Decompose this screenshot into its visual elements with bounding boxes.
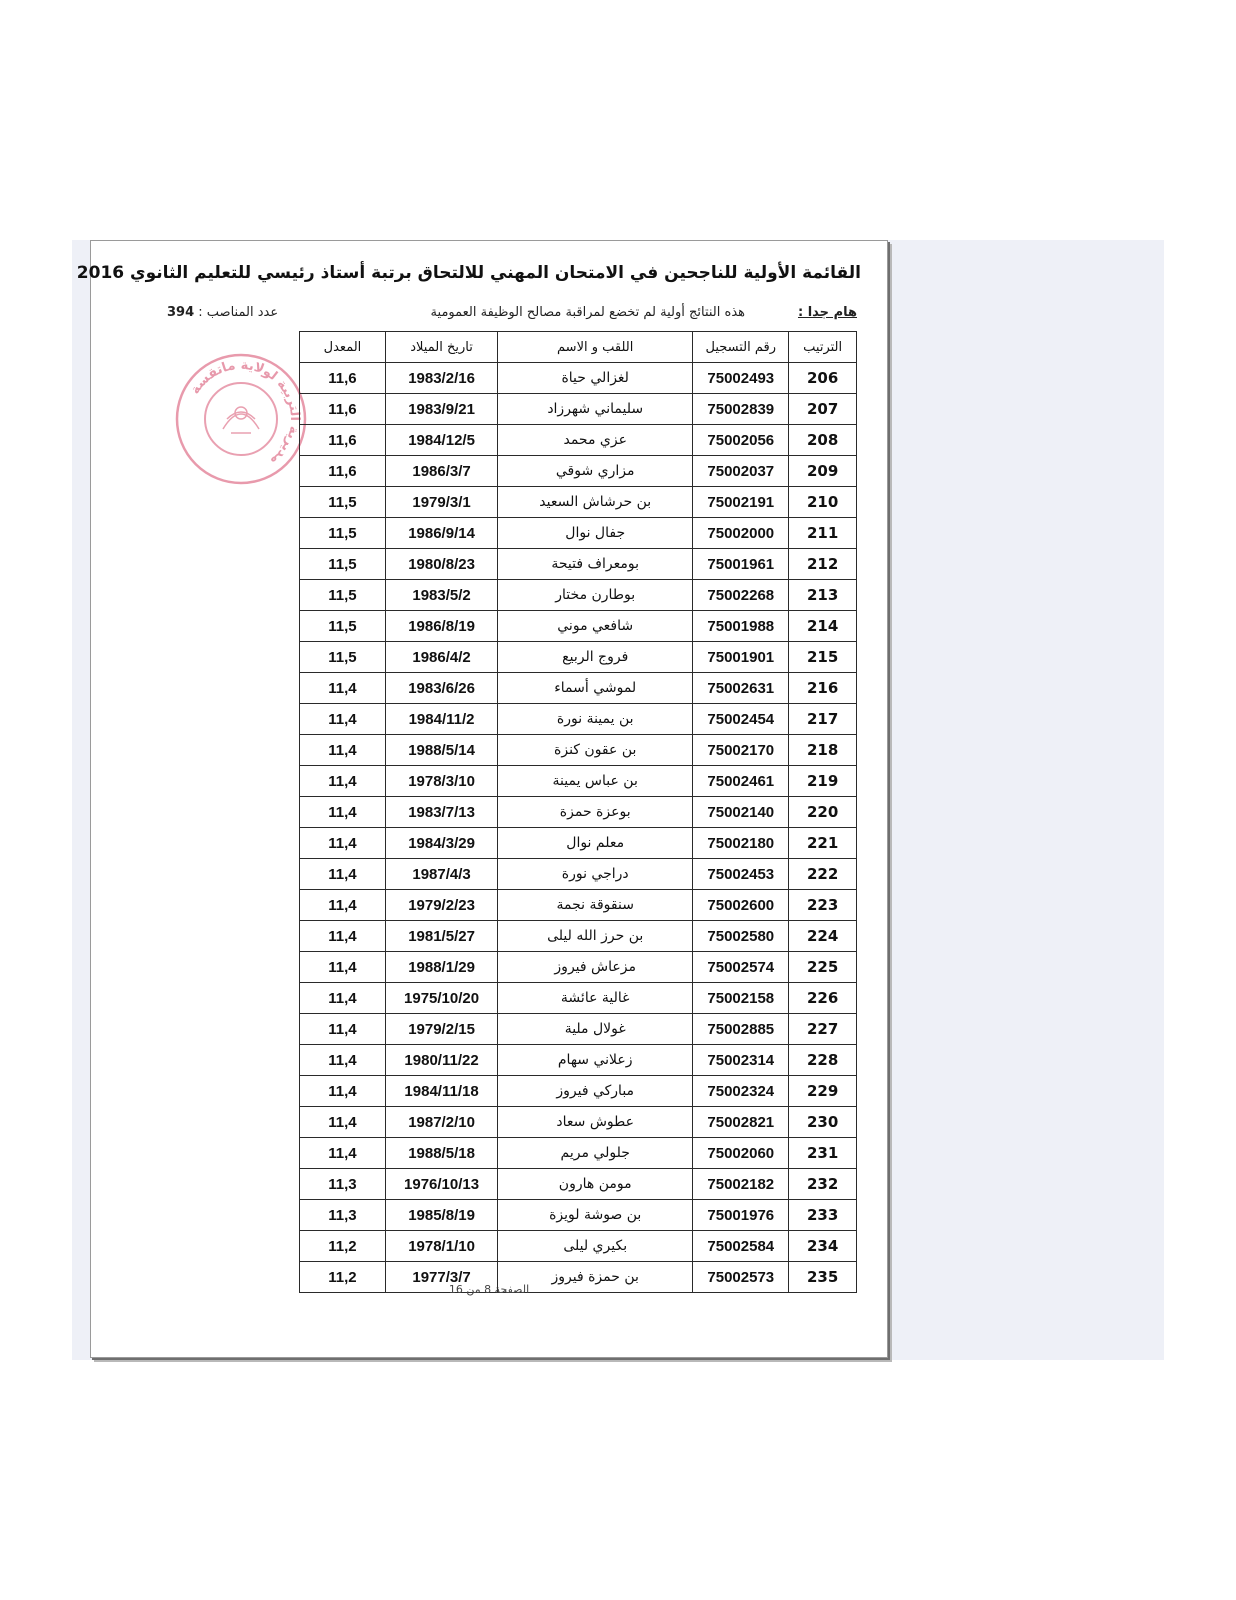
cell-rank: 232 [789, 1169, 857, 1200]
cell-name: فروج الربيع [498, 642, 693, 673]
cell-average: 11,6 [300, 363, 386, 394]
cell-average: 11,4 [300, 828, 386, 859]
cell-name: سنقوقة نجمة [498, 890, 693, 921]
cell-average: 11,4 [300, 859, 386, 890]
page-footer: الصفحة 8 من 16 [448, 1283, 530, 1296]
cell-name: لموشي أسماء [498, 673, 693, 704]
cell-name: بن حمزة فيروز [498, 1262, 693, 1293]
table-row [300, 425, 857, 456]
cell-rank: 230 [789, 1107, 857, 1138]
cell-birth-date: 1979/3/1 [385, 487, 497, 518]
cell-name: جلولي مريم [498, 1138, 693, 1169]
cell-rank: 216 [789, 673, 857, 704]
cell-registration: 75002314 [693, 1045, 789, 1076]
cell-average: 11,4 [300, 1138, 386, 1169]
cell-rank: 235 [789, 1262, 857, 1293]
cell-registration: 75001901 [693, 642, 789, 673]
cell-average: 11,6 [300, 394, 386, 425]
table-row [300, 549, 857, 580]
cell-rank: 227 [789, 1014, 857, 1045]
cell-registration: 75001961 [693, 549, 789, 580]
cell-registration: 75002821 [693, 1107, 789, 1138]
cell-birth-date: 1980/11/22 [385, 1045, 497, 1076]
cell-name: بوطارن مختار [498, 580, 693, 611]
cell-birth-date: 1986/3/7 [385, 456, 497, 487]
cell-average: 11,4 [300, 673, 386, 704]
cell-average: 11,2 [300, 1231, 386, 1262]
cell-registration: 75002000 [693, 518, 789, 549]
cell-birth-date: 1980/8/23 [385, 549, 497, 580]
important-note-label: هام جدا : [797, 305, 857, 320]
cell-rank: 222 [789, 859, 857, 890]
cell-rank: 210 [789, 487, 857, 518]
cell-name: عزي محمد [498, 425, 693, 456]
cell-registration: 75001988 [693, 611, 789, 642]
cell-birth-date: 1984/12/5 [385, 425, 497, 456]
cell-rank: 219 [789, 766, 857, 797]
cell-birth-date: 1985/8/19 [385, 1200, 497, 1231]
cell-rank: 207 [789, 394, 857, 425]
cell-registration: 75002056 [693, 425, 789, 456]
page-title: القائمة الأولية للناجحين في الامتحان المهني للالتحاق برتبة أستاذ رئيسي للتعليم الثانوي 2016 [76, 263, 861, 283]
header-birth-date: تاريخ الميلاد [385, 332, 497, 363]
cell-birth-date: 1975/10/20 [385, 983, 497, 1014]
cell-average: 11,5 [300, 518, 386, 549]
cell-birth-date: 1983/9/21 [385, 394, 497, 425]
table-row [300, 1076, 857, 1107]
cell-rank: 209 [789, 456, 857, 487]
cell-registration: 75002140 [693, 797, 789, 828]
table-row [300, 1107, 857, 1138]
cell-average: 11,5 [300, 580, 386, 611]
emblem-icon [223, 407, 259, 433]
cell-birth-date: 1976/10/13 [385, 1169, 497, 1200]
cell-birth-date: 1986/4/2 [385, 642, 497, 673]
cell-average: 11,4 [300, 983, 386, 1014]
cell-name: بومعراف فتيحة [498, 549, 693, 580]
cell-registration: 75002060 [693, 1138, 789, 1169]
cell-birth-date: 1983/2/16 [385, 363, 497, 394]
cell-name: بكيري ليلى [498, 1231, 693, 1262]
cell-birth-date: 1984/11/18 [385, 1076, 497, 1107]
cell-name: مباركي فيروز [498, 1076, 693, 1107]
cell-birth-date: 1984/11/2 [385, 704, 497, 735]
table-row [300, 673, 857, 704]
table-row [300, 735, 857, 766]
cell-average: 11,4 [300, 1014, 386, 1045]
cell-birth-date: 1988/1/29 [385, 952, 497, 983]
cell-birth-date: 1978/1/10 [385, 1231, 497, 1262]
cell-birth-date: 1988/5/18 [385, 1138, 497, 1169]
cell-registration: 75002574 [693, 952, 789, 983]
cell-registration: 75002631 [693, 673, 789, 704]
cell-name: بن صوشة لويزة [498, 1200, 693, 1231]
cell-name: مزعاش فيروز [498, 952, 693, 983]
cell-average: 11,4 [300, 1045, 386, 1076]
cell-birth-date: 1979/2/15 [385, 1014, 497, 1045]
table-row [300, 766, 857, 797]
cell-average: 11,5 [300, 642, 386, 673]
cell-registration: 75002600 [693, 890, 789, 921]
cell-average: 11,4 [300, 952, 386, 983]
header-rank: الترتيب [789, 332, 857, 363]
cell-registration: 75002454 [693, 704, 789, 735]
cell-registration: 75002268 [693, 580, 789, 611]
table-row [300, 704, 857, 735]
cell-registration: 75002573 [693, 1262, 789, 1293]
cell-birth-date: 1988/5/14 [385, 735, 497, 766]
cell-registration: 75002191 [693, 487, 789, 518]
cell-rank: 208 [789, 425, 857, 456]
cell-name: بن حرشاش السعيد [498, 487, 693, 518]
header-name: اللقب و الاسم [498, 332, 693, 363]
table-row [300, 983, 857, 1014]
cell-registration: 75002037 [693, 456, 789, 487]
header-registration: رقم التسجيل [693, 332, 789, 363]
cell-name: بن عباس يمينة [498, 766, 693, 797]
cell-name: عطوش سعاد [498, 1107, 693, 1138]
table-row [300, 611, 857, 642]
cell-average: 11,6 [300, 456, 386, 487]
cell-rank: 212 [789, 549, 857, 580]
table-row [300, 828, 857, 859]
cell-average: 11,2 [300, 1262, 386, 1293]
table-row [300, 518, 857, 549]
table-row [300, 1138, 857, 1169]
document-page [76, 240, 888, 1358]
cell-registration: 75001976 [693, 1200, 789, 1231]
cell-birth-date: 1986/9/14 [385, 518, 497, 549]
important-note-text: هذه النتائج أولية لم تخضع لمراقبة مصالح الوظيفة العمومية [430, 305, 745, 320]
cell-registration: 75002180 [693, 828, 789, 859]
cell-rank: 229 [789, 1076, 857, 1107]
cell-registration: 75002170 [693, 735, 789, 766]
cell-birth-date: 1978/3/10 [385, 766, 497, 797]
cell-name: بوعزة حمزة [498, 797, 693, 828]
cell-rank: 224 [789, 921, 857, 952]
results-table [299, 331, 857, 1293]
cell-average: 11,5 [300, 549, 386, 580]
cell-average: 11,4 [300, 766, 386, 797]
cell-registration: 75002461 [693, 766, 789, 797]
cell-rank: 215 [789, 642, 857, 673]
table-row [300, 363, 857, 394]
cell-average: 11,4 [300, 1076, 386, 1107]
cell-average: 11,4 [300, 704, 386, 735]
cell-average: 11,5 [300, 611, 386, 642]
cell-average: 11,6 [300, 425, 386, 456]
cell-name: زعلاني سهام [498, 1045, 693, 1076]
cell-birth-date: 1983/5/2 [385, 580, 497, 611]
table-row [300, 1200, 857, 1231]
cell-birth-date: 1987/2/10 [385, 1107, 497, 1138]
cell-rank: 234 [789, 1231, 857, 1262]
cell-rank: 206 [789, 363, 857, 394]
cell-rank: 223 [789, 890, 857, 921]
cell-rank: 218 [789, 735, 857, 766]
cell-average: 11,5 [300, 487, 386, 518]
cell-name: شافعي موني [498, 611, 693, 642]
table-row [300, 456, 857, 487]
cell-rank: 211 [789, 518, 857, 549]
cell-name: بن عقون كنزة [498, 735, 693, 766]
cell-average: 11,4 [300, 1107, 386, 1138]
cell-average: 11,4 [300, 890, 386, 921]
header-average: المعدل [300, 332, 386, 363]
cell-rank: 228 [789, 1045, 857, 1076]
posts-count [167, 305, 278, 320]
cell-average: 11,4 [300, 735, 386, 766]
cell-name: بن حرز الله ليلى [498, 921, 693, 952]
table-row [300, 1045, 857, 1076]
table-row [300, 890, 857, 921]
cell-registration: 75002453 [693, 859, 789, 890]
cell-rank: 213 [789, 580, 857, 611]
posts-number: 394 [167, 305, 195, 320]
cell-rank: 221 [789, 828, 857, 859]
cell-name: دراجي نورة [498, 859, 693, 890]
official-stamp [171, 349, 311, 489]
cell-name: سليماني شهرزاد [498, 394, 693, 425]
cell-registration: 75002839 [693, 394, 789, 425]
cell-rank: 217 [789, 704, 857, 735]
cell-rank: 220 [789, 797, 857, 828]
cell-name: بن يمينة نورة [498, 704, 693, 735]
cell-birth-date: 1984/3/29 [385, 828, 497, 859]
cell-registration: 75002182 [693, 1169, 789, 1200]
cell-birth-date: 1986/8/19 [385, 611, 497, 642]
cell-name: معلم نوال [498, 828, 693, 859]
cell-registration: 75002885 [693, 1014, 789, 1045]
cell-birth-date: 1979/2/23 [385, 890, 497, 921]
cell-rank: 225 [789, 952, 857, 983]
cell-birth-date: 1981/5/27 [385, 921, 497, 952]
stamp-text: مديرية التربية لولاية ماتقسة [187, 357, 303, 469]
table-row [300, 921, 857, 952]
table-row [300, 952, 857, 983]
cell-registration: 75002324 [693, 1076, 789, 1107]
cell-name: لغزالي حياة [498, 363, 693, 394]
table-header-row [300, 332, 857, 363]
cell-birth-date: 1977/3/7 [385, 1262, 497, 1293]
posts-label: عدد المناصب : [198, 305, 279, 320]
cell-rank: 214 [789, 611, 857, 642]
cell-average: 11,3 [300, 1169, 386, 1200]
table-row [300, 859, 857, 890]
cell-average: 11,4 [300, 797, 386, 828]
cell-average: 11,3 [300, 1200, 386, 1231]
table-row [300, 797, 857, 828]
cell-name: مومن هارون [498, 1169, 693, 1200]
cell-name: مزاري شوقي [498, 456, 693, 487]
cell-registration: 75002584 [693, 1231, 789, 1262]
cell-name: غولال ملية [498, 1014, 693, 1045]
table-row [300, 642, 857, 673]
cell-registration: 75002158 [693, 983, 789, 1014]
table-row [300, 394, 857, 425]
table-row [300, 487, 857, 518]
cell-birth-date: 1987/4/3 [385, 859, 497, 890]
cell-average: 11,4 [300, 921, 386, 952]
cell-rank: 231 [789, 1138, 857, 1169]
cell-rank: 233 [789, 1200, 857, 1231]
cell-name: غالية عائشة [498, 983, 693, 1014]
table-row [300, 1231, 857, 1262]
cell-name: جفال نوال [498, 518, 693, 549]
cell-birth-date: 1983/7/13 [385, 797, 497, 828]
cell-birth-date: 1983/6/26 [385, 673, 497, 704]
cell-registration: 75002580 [693, 921, 789, 952]
table-row [300, 1169, 857, 1200]
table-row [300, 1014, 857, 1045]
cell-rank: 226 [789, 983, 857, 1014]
table-row [300, 580, 857, 611]
cell-registration: 75002493 [693, 363, 789, 394]
